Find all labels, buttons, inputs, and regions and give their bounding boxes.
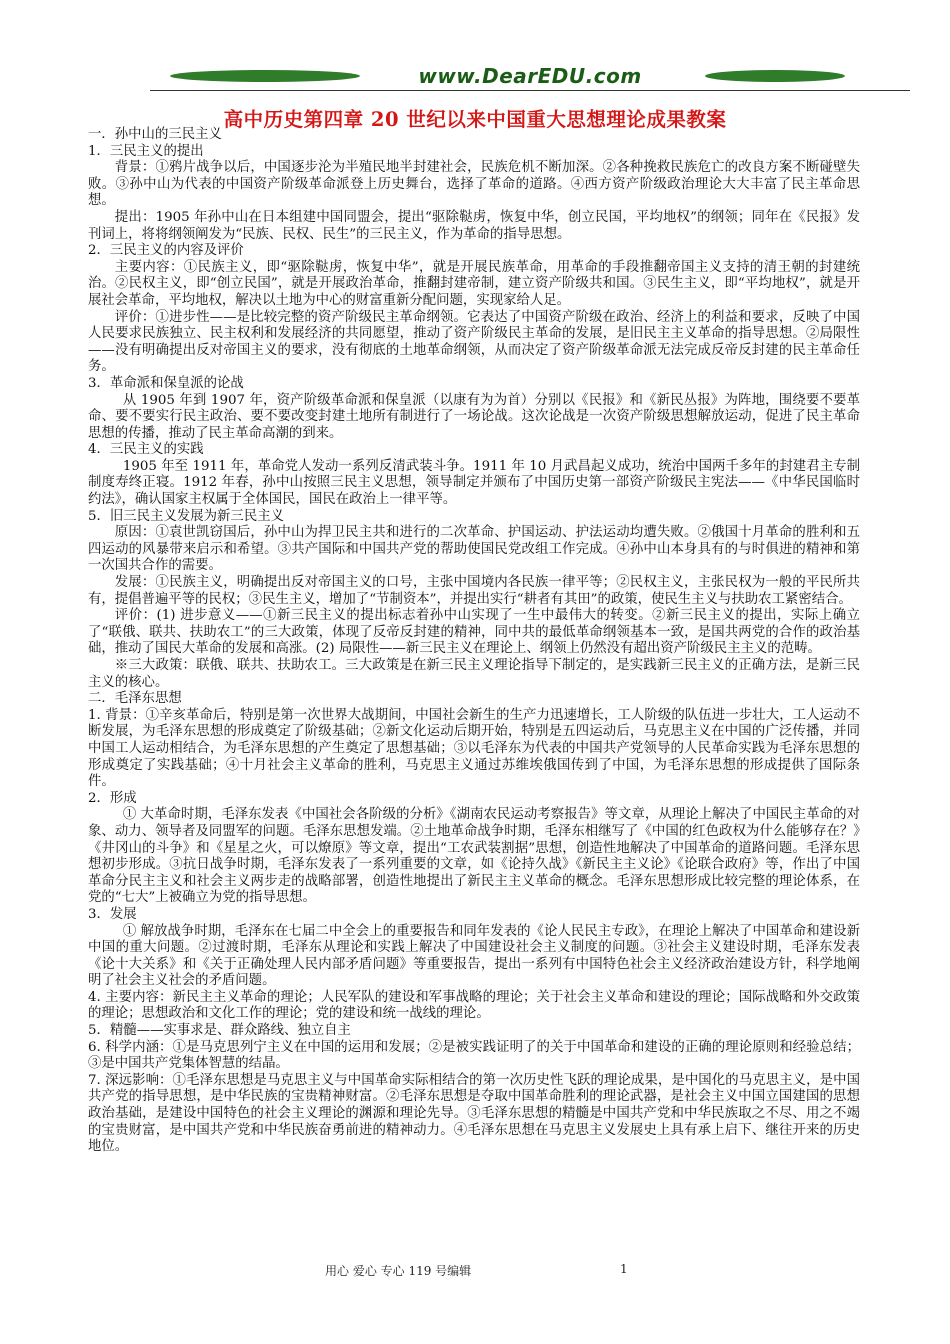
page-header bbox=[150, 62, 910, 96]
body-paragraph: ① 解放战争时期，毛泽东在七届二中全会上的重要报告和同年发表的《论人民民主专政》，在理论上解决了中国革命和建设新中国的重大问题。②过渡时期，毛泽东从理论和实践上解决了中国建设社会主义制度的问题。③社会主义建设时期，毛泽东发表《论十大关系》和《关于正确处理人民内部矛盾问题》等重要报告，提出一系列有中国特色社会主义经济政治建设方针，科学地阐明了社会主义社会的矛盾问题。 bbox=[88, 923, 860, 989]
body-paragraph: 背景：①鸦片战争以后，中国逐步沦为半殖民地半封建社会，民族危机不断加深。②各种挽救民族危亡的改良方案不断碰壁失败。③孙中山为代表的中国资产阶级革命派登上历史舞台，选择了革命的道路。④西方资产阶级政治理论大大丰富了民主革命思想。 bbox=[88, 160, 860, 209]
page-number: 1 bbox=[620, 1262, 628, 1276]
body-paragraph: 1905 年至 1911 年，革命党人发动一系列反清武装斗争。1911 年 10 月武昌起义成功，统治中国两千多年的封建君主专制制度寿终正寝。1912 年春，孙中山按照三民主义思想，领导制定并颁布了中国历史第一部资产阶级民主宪法——《中华民国临时约法》，确认国家主权属于全体国民，国民在政治上一律平等。 bbox=[88, 458, 860, 508]
logo-swoosh-right bbox=[705, 70, 845, 82]
document-body bbox=[88, 127, 860, 1156]
section-heading: 4．三民主义的实践 bbox=[88, 442, 204, 458]
logo-swoosh-left bbox=[170, 70, 360, 82]
section-heading: 2．三民主义的内容及评价 bbox=[88, 243, 244, 259]
body-paragraph: 1. 背景：①辛亥革命后，特别是第一次世界大战期间，中国社会新生的生产力迅速增长，工人阶级的队伍进一步壮大，工人运动不断发展，为毛泽东思想的形成奠定了阶级基础；②新文化运动后期开始，特别是五四运动后，马克思主义在中国的广泛传播，并同中国工人运动相结合，为毛泽东思想的产生奠定了思想基础；③以毛泽东为代表的中国共产党领导的人民革命实践为毛泽东思想的形成奠定了实践基础；④十月社会主义革命的胜利，马克思主义通过苏维埃俄国传到了中国，为毛泽东思想的形成提供了国际条件。 bbox=[88, 707, 860, 790]
body-paragraph: 评价：①进步性——是比较完整的资产阶级民主革命纲领。它表达了中国资产阶级在政治、经济上的利益和要求，反映了中国人民要求民族独立、民主权利和发展经济的共同愿望，推动了资产阶级民主革命的发展，是旧民主主义革命的指导思想。②局限性——没有明确提出反对帝国主义的要求，没有彻底的土地革命纲领，从而决定了资产阶级革命派无法完成反帝反封建的民主革命任务。 bbox=[88, 309, 860, 375]
body-paragraph: ※三大政策：联俄、联共、扶助农工。三大政策是在新三民主义理论指导下制定的，是实践新三民主义的正确方法，是新三民主义的核心。 bbox=[88, 658, 860, 690]
site-logo[interactable]: www.DearEDU.com bbox=[418, 64, 642, 88]
section-heading: 3．革命派和保皇派的论战 bbox=[88, 375, 244, 391]
section-heading: 5．精髓——实事求是、群众路线、独立自主 bbox=[88, 1023, 351, 1039]
section-heading: 一．孙中山的三民主义 bbox=[88, 127, 222, 142]
document-title: 高中历史第四章 20 世纪以来中国重大思想理论成果教案 bbox=[223, 108, 727, 131]
body-paragraph: 发展：①民族主义，明确提出反对帝国主义的口号，主张中国境内各民族一律平等；②民权主义，主张民权为一般的平民所共有，提倡普遍平等的民权；③民生主义，增加了“节制资本”，并提出实行“耕者有其田”的政策，使民生主义与扶助农工紧密结合。 bbox=[88, 575, 860, 607]
header-divider bbox=[150, 90, 910, 91]
section-heading: 3．发展 bbox=[88, 906, 137, 922]
section-heading: 1．三民主义的提出 bbox=[88, 143, 204, 159]
footer-credit: 用心 爱心 专心 119 号编辑 bbox=[325, 1264, 472, 1278]
body-paragraph: 从 1905 年到 1907 年，资产阶级革命派和保皇派（以康有为为首）分别以《民报》和《新民丛报》为阵地，围绕要不要革命、要不要实行民主政治、要不要改变封建土地所有制进行了一场论战。这次论战是一次资产阶级思想解放运动，促进了民主革命思想的传播，推动了民主革命高潮的到来。 bbox=[88, 392, 860, 441]
section-heading: 2．形成 bbox=[88, 790, 137, 806]
body-paragraph: 6. 科学内涵：①是马克思列宁主义在中国的运用和发展；②是被实践证明了的关于中国革命和建设的正确的理论原则和经验总结；③是中国共产党集体智慧的结晶。 bbox=[88, 1039, 860, 1072]
body-paragraph: 7. 深远影响：①毛泽东思想是马克思主义与中国革命实际相结合的第一次历史性飞跃的理论成果，是中国化的马克思主义，是中国共产党的指导思想，是中华民族的宝贵精神财富。②毛泽东思想是夺取中国革命胜利的理论武器，是社会主义中国立国建国的思想政治基础，是建设中国特色的社会主义理论的渊源和理论先导。③毛泽东思想的精髓是中国共产党和中华民族取之不尽、用之不竭的宝贵财富，是中国共产党和中华民族奋勇前进的精神动力。④毛泽东思想在马克思主义发展史上具有承上启下、继往开来的历史地位。 bbox=[88, 1072, 860, 1155]
body-paragraph: 原因：①袁世凯窃国后，孙中山为捍卫民主共和进行的二次革命、护国运动、护法运动均遭失败。②俄国十月革命的胜利和五四运动的风暴带来启示和希望。③共产国际和中国共产党的帮助使国民党改组工作完成。④孙中山本身具有的与时俱进的精神和第一次国共合作的需要。 bbox=[88, 525, 860, 574]
body-paragraph: 评价：(1) 进步意义——①新三民主义的提出标志着孙中山实现了一生中最伟大的转变。②新三民主义的提出，实际上确立了“联俄、联共、扶助农工”的三大政策，体现了反帝反封建的精神，同中共的最低革命纲领基本一致，是国共两党的合作的政治基础，推动了国民大革命的发展和高涨。(2) 局限性——新三民主义在理论上、纲领上仍然没有超出资产阶级民主主义的范畴。 bbox=[88, 608, 860, 657]
section-heading: 二．毛泽东思想 bbox=[88, 691, 182, 707]
body-paragraph: 提出：1905 年孙中山在日本组建中国同盟会，提出“驱除鞑虏，恢复中华，创立民国，平均地权”的纲领；同年在《民报》发刊词上，将将纲领阐发为“民族、民权、民生”的三民主义，作为革命的指导思想。 bbox=[88, 209, 860, 242]
body-paragraph: ① 大革命时期，毛泽东发表《中国社会各阶级的分析》《湖南农民运动考察报告》等文章，从理论上解决了中国民主革命的对象、动力、领导者及同盟军的问题。毛泽东思想发端。②土地革命战争时期，毛泽东相继写了《中国的红色政权为什么能够存在？》《井冈山的斗争》和《星星之火，可以燎原》等文章，提出“工农武装割据”思想，创造性地解决了中国革命的道路问题。毛泽东思想初步形成。③抗日战争时期，毛泽东发表了一系列重要的文章，如《论持久战》《新民主主义论》《论联合政府》等，作出了中国革命分民主主义和社会主义两步走的战略部署，创造性地提出了新民主主义革命的概念。毛泽东思想形成比较完整的理论体系，在党的“七大”上被确立为党的指导思想。 bbox=[88, 807, 860, 906]
body-paragraph: 主要内容：①民族主义，即“驱除鞑虏，恢复中华”，就是开展民族革命，用革命的手段推翻帝国主义支持的清王朝的封建统治。②民权主义，即“创立民国”，就是开展政治革命，推翻封建帝制，建立资产阶级共和国。③民生主义，即“平均地权”，就是开展社会革命，平均地权，解决以土地为中心的财富重新分配问题，实现家给人足。 bbox=[88, 259, 860, 308]
section-heading: 5．旧三民主义发展为新三民主义 bbox=[88, 508, 284, 524]
body-paragraph: 4. 主要内容：新民主主义革命的理论；人民军队的建设和军事战略的理论；关于社会主义革命和建设的理论；国际战略和外交政策的理论；思想政治和文化工作的理论；党的建设和统一战线的理论。 bbox=[88, 989, 860, 1022]
